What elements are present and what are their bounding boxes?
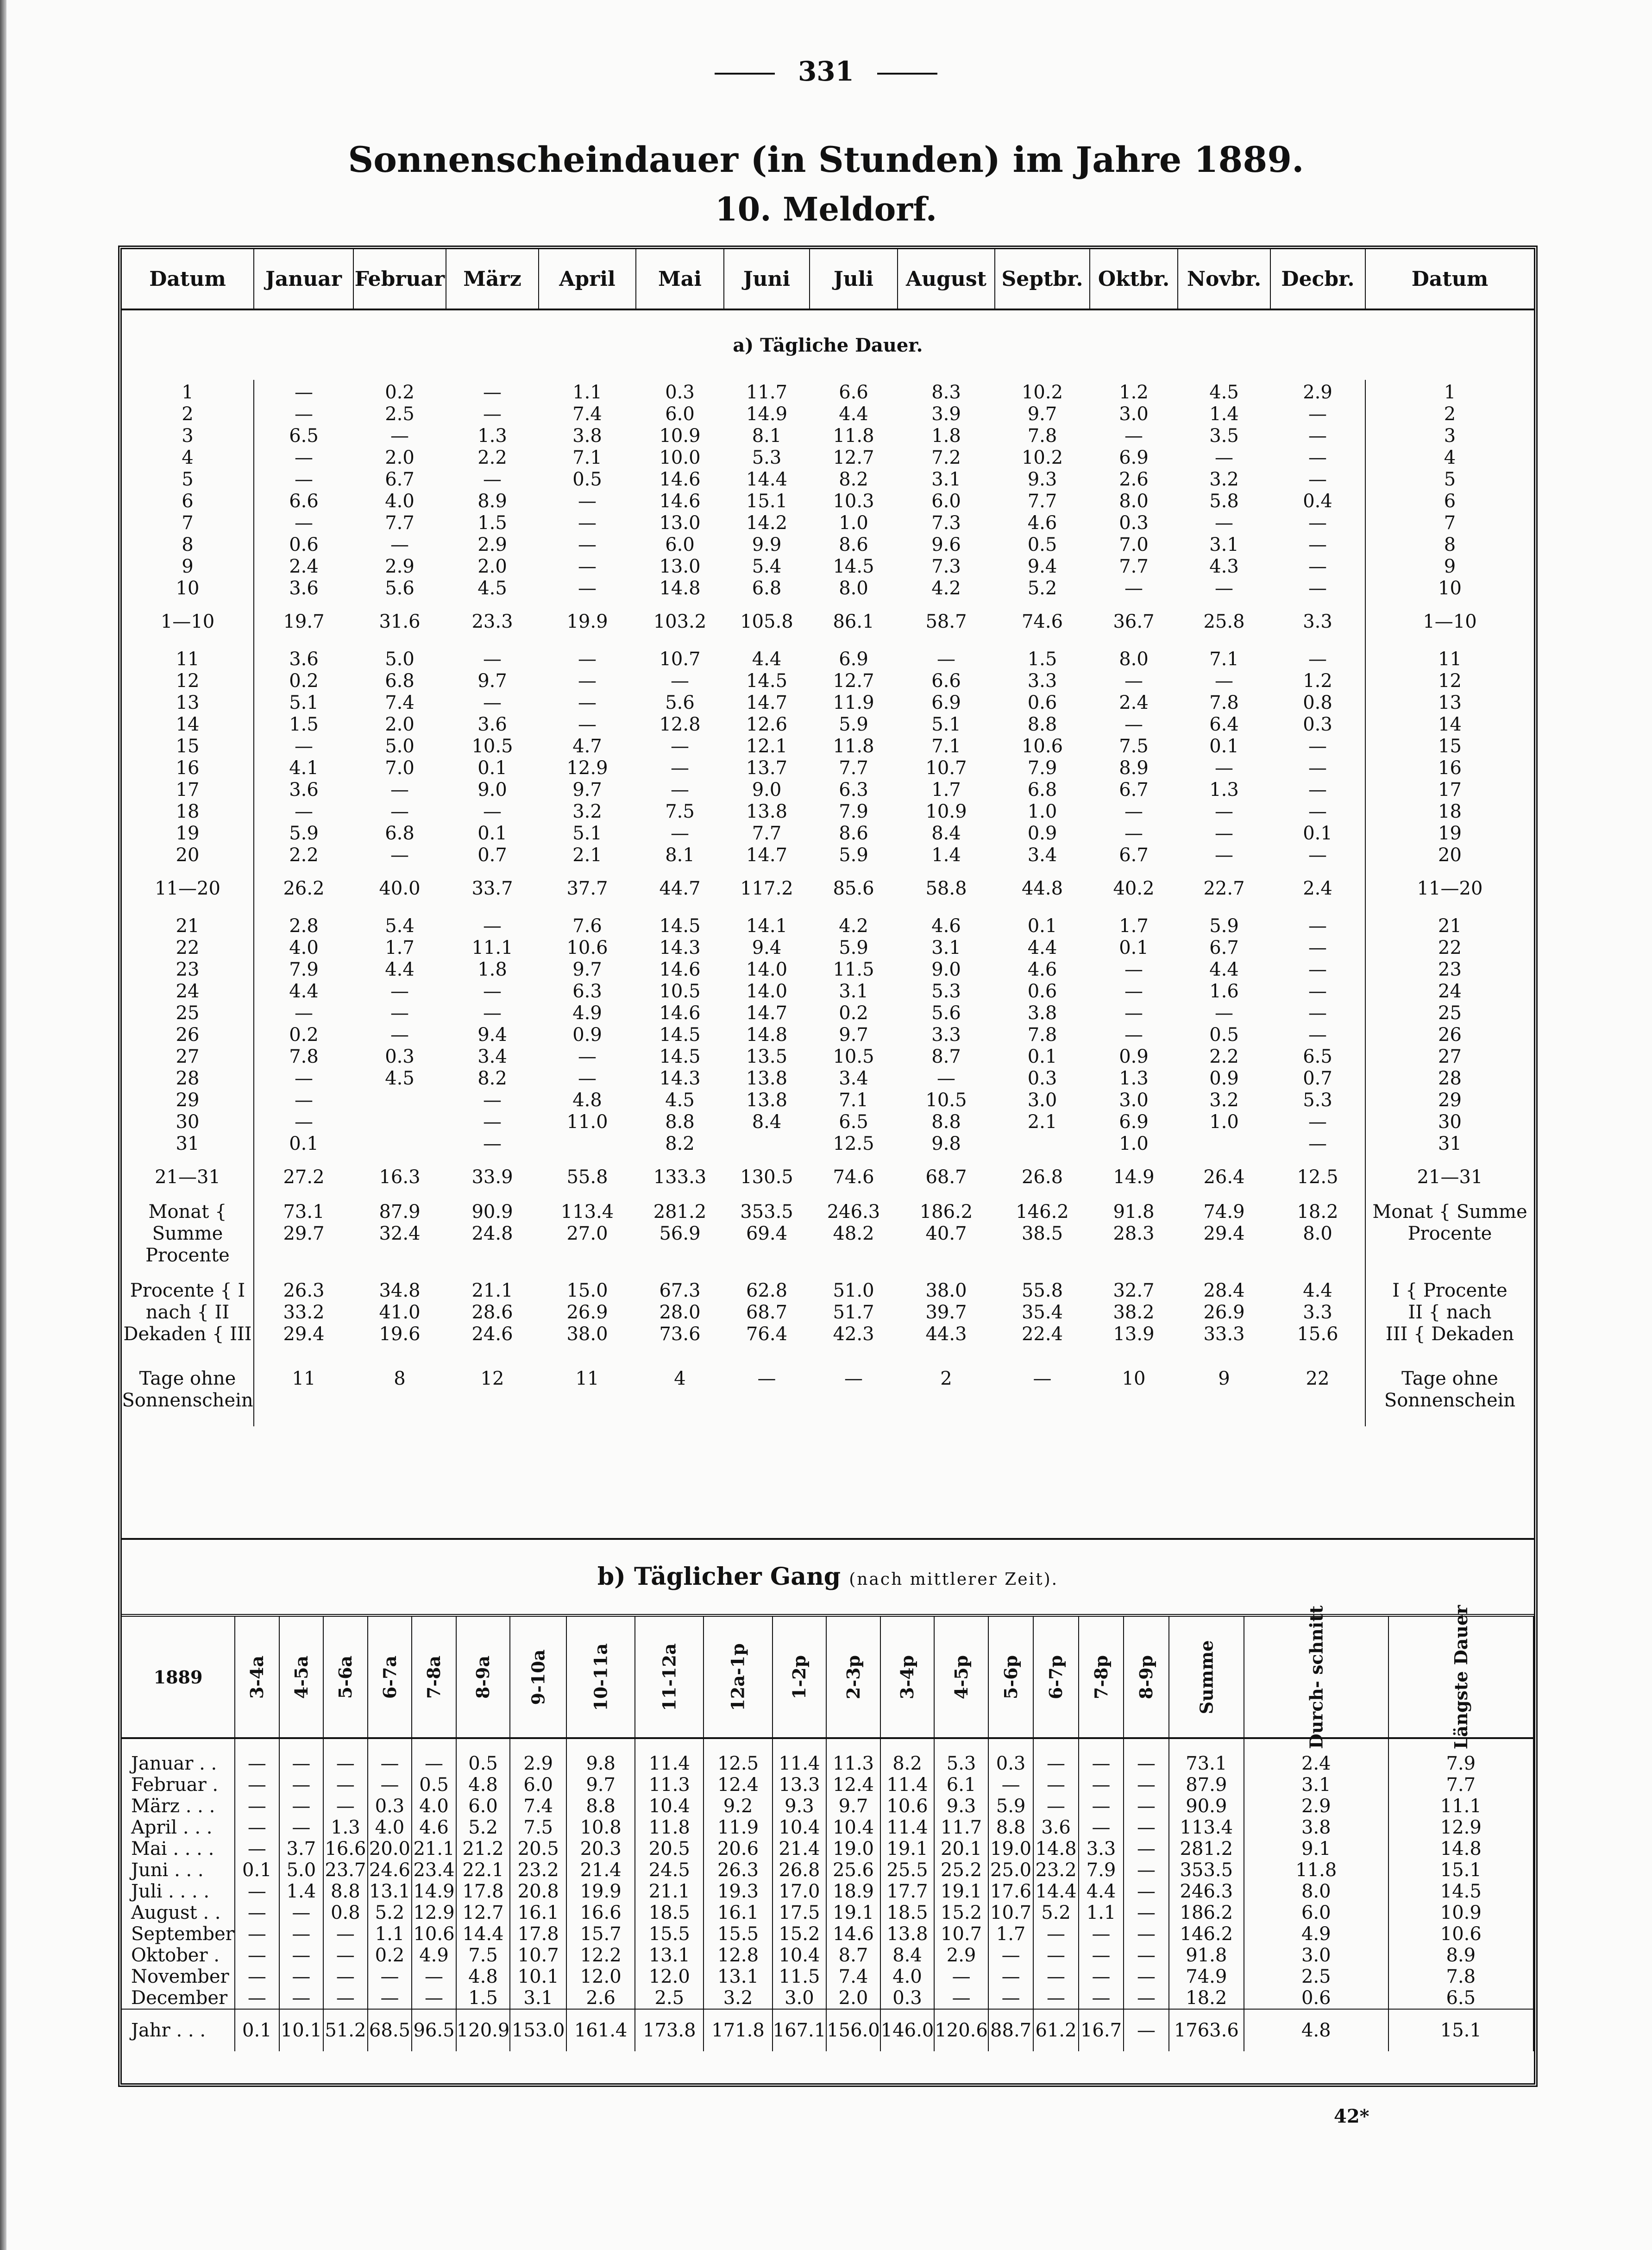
- hour-values: 11.3 12.4 9.7 10.4 19.0 25.6 18.9 19.1 14.6 8.7 7.4 2.0: [826, 1738, 880, 2009]
- footer-mark: 42*: [1334, 2105, 1369, 2127]
- month-values: 1.1 7.4 3.8 7.1 0.5 — — — — —: [572, 382, 602, 599]
- hour-values: — — — — 3.7 5.0 1.4 — — — — —: [279, 1738, 324, 2009]
- column-header: Januar: [254, 249, 353, 309]
- sunless-days-row-value: —: [1033, 1368, 1052, 1389]
- decade-sum: 105.8: [740, 611, 793, 632]
- year-value: 10.1: [279, 2009, 324, 2051]
- year-value: 120.6: [934, 2009, 988, 2051]
- hour-values: 11.4 13.3 9.3 10.4 21.4 26.8 17.0 17.5 15.2 10.4 11.5 3.0: [773, 1738, 827, 2009]
- decade-sum: 31.6: [379, 611, 421, 632]
- summary-label: Durch- schnitt: [1306, 1605, 1327, 1749]
- decade-label: 1—10: [122, 599, 254, 644]
- hour-header: [566, 1615, 635, 1738]
- hour-label: 12a-1p: [728, 1643, 749, 1711]
- month-total-row-value: 281.2 56.9: [653, 1201, 707, 1244]
- month-values: 6.9 12.7 11.9 5.9 11.8 7.7 6.3 7.9 8.6 5.9: [833, 649, 874, 866]
- month-values: 4.6 3.1 9.0 5.3 5.6 3.3 8.7 — 10.5 8.8 9.8: [925, 915, 967, 1154]
- decade-sum: 26.4: [1203, 1166, 1245, 1188]
- hour-header: [773, 1615, 827, 1738]
- section-a-title: a) Tägliche Dauer.: [122, 309, 1534, 380]
- page-title: Sonnenscheindauer (in Stunden) im Jahre 1889.: [348, 139, 1304, 180]
- summary-label: Summe: [1196, 1640, 1217, 1714]
- month-values: 8.0 — 2.4 — 7.5 8.9 6.7 — — 6.7: [1119, 649, 1149, 866]
- month-values: 2.9 — — — — 0.4 — — — —: [1270, 380, 1365, 599]
- month-total-row-value: 18.2 8.0: [1270, 1199, 1365, 1278]
- month-values: 4.5 1.4 3.5 — 3.2 5.8 — 3.1 4.3 —: [1209, 382, 1239, 599]
- month-values: — — 1.3 2.2 — 8.9 1.5 2.9 2.0 4.5: [477, 382, 507, 599]
- month-total-row-value: 73.1 29.7: [283, 1201, 325, 1244]
- column-header: Decbr.: [1270, 249, 1365, 309]
- hour-header: [1079, 1615, 1124, 1738]
- year-value: 171.8: [704, 2009, 772, 2051]
- decade-sum: 44.8: [1021, 878, 1063, 899]
- year-value: 68.5: [368, 2009, 412, 2051]
- decade-label: 21—31: [122, 1155, 254, 1199]
- decade-percent-row: [122, 1278, 1534, 1366]
- hour-label: 7-8a: [423, 1655, 445, 1699]
- sunless-days-row-value: 4: [674, 1368, 686, 1389]
- month-total-row-value: 74.9 29.4: [1203, 1201, 1245, 1244]
- month-values: 1.5 3.3 0.6 8.8 10.6 7.9 6.8 1.0 0.9 3.4: [1021, 649, 1063, 866]
- decade-sum: 68.7: [925, 1166, 967, 1188]
- decade-sum: 19.9: [566, 611, 608, 632]
- month-total-row-value: 146.2 38.5: [1016, 1201, 1069, 1244]
- hour-values: 5.3 6.1 9.3 11.7 20.1 25.2 19.1 15.2 10.7 2.9 — —: [934, 1738, 988, 2009]
- column-header: August: [898, 249, 995, 309]
- month-values: 1.7 0.1 — — — — 0.9 1.3 3.0 6.9 1.0: [1119, 915, 1149, 1154]
- month-values: 2.8 4.0 7.9 4.4 — 0.2 7.8 — — — 0.1: [289, 915, 319, 1154]
- hour-label: 2-3p: [842, 1655, 864, 1699]
- month-values: 7.6 10.6 9.7 6.3 4.9 0.9 — — 4.8 11.0: [566, 915, 608, 1133]
- decade-sum: 103.2: [653, 611, 707, 632]
- decade-sum: 33.9: [471, 1166, 513, 1188]
- section-b-title: b) Täglicher Gang (nach mittlerer Zeit).: [122, 1538, 1534, 1614]
- year-value: 156.0: [826, 2009, 880, 2051]
- decade-sum: 85.6: [833, 878, 874, 899]
- sunless-days-row-value: 11: [292, 1368, 316, 1389]
- column-header: Oktbr.: [1090, 249, 1178, 309]
- date-list: 11 12 13 14 15 16 17 18 19 20: [1438, 649, 1462, 866]
- hour-label: 11-12a: [659, 1643, 680, 1711]
- sunless-days-row: [122, 1366, 1534, 1426]
- year-value: 0.1: [235, 2009, 279, 2051]
- decade-sum: 40.2: [1113, 878, 1155, 899]
- decade-sum: 58.7: [925, 611, 967, 632]
- hour-label: 7-8p: [1091, 1655, 1112, 1699]
- decade-sum: 27.2: [283, 1166, 325, 1188]
- decade-percent-row-value: 34.8 41.0 19.6: [379, 1280, 421, 1345]
- hour-values: 8.2 11.4 10.6 11.4 19.1 25.5 17.7 18.5 13.8 8.4 4.0 0.3: [880, 1738, 935, 2009]
- hour-values: — — — — — 0.1 — — — — — —: [235, 1738, 279, 2009]
- station-title: 10. Meldorf.: [715, 190, 937, 228]
- decade-percent-row-label: Procente { I nach { II Dekaden { III: [122, 1278, 254, 1366]
- month-values: 5.4 1.7 4.4 — — — 0.3 4.5: [385, 915, 415, 1089]
- hour-header: [1124, 1615, 1168, 1738]
- year-value: 120.9: [456, 2009, 510, 2051]
- decade-sum: 2.4: [1270, 866, 1365, 911]
- month-values: 8.3 3.9 1.8 7.2 3.1 6.0 7.3 9.6 7.3 4.2: [931, 382, 961, 599]
- decade-sum: 25.8: [1203, 611, 1245, 632]
- decade-percent-row-value: 67.3 28.0 73.6: [659, 1280, 701, 1345]
- month-values: 10.7 — 5.6 12.8 — — — 7.5 — 8.1: [659, 649, 701, 866]
- hour-label: 5-6a: [335, 1655, 356, 1699]
- hour-header: [635, 1615, 704, 1738]
- month-values: — 11.1 1.8 — — 9.4 3.4 8.2 — — —: [471, 915, 513, 1154]
- summe-values: 73.1 87.9 90.9 113.4 281.2 353.5 246.3 186.2 146.2 91.8 74.9 18.2: [1169, 1738, 1244, 2009]
- hour-values: — 0.5 4.0 4.6 21.1 23.4 14.9 12.9 10.6 4.9 — —: [412, 1738, 456, 2009]
- hour-label: 8-9p: [1136, 1655, 1157, 1699]
- day-block-row: [122, 644, 1534, 866]
- average-values: 2.4 3.1 2.9 3.8 9.1 11.8 8.0 6.0 4.9 3.0 2.5 0.6: [1244, 1738, 1388, 2009]
- sunless-days-row-label: Tage ohne Sonnenschein: [122, 1366, 254, 1426]
- year-value: 161.4: [566, 2009, 635, 2051]
- column-header: Datum: [1365, 249, 1534, 309]
- month-values: — 6.6 6.9 5.1 7.1 10.7 1.7 10.9 8.4 1.4: [925, 649, 967, 866]
- month-total-row-value: 87.9 32.4: [379, 1201, 421, 1244]
- sunless-days-row-label: Tage ohne Sonnenschein: [1384, 1368, 1516, 1411]
- year-value: 15.1: [1388, 2009, 1533, 2051]
- decade-sum: 44.7: [659, 878, 701, 899]
- hour-values: — — 0.3 4.0 20.0 24.6 13.1 5.2 1.1 0.2 — —: [368, 1738, 412, 2009]
- hour-label: 10-11a: [590, 1643, 611, 1711]
- hour-label: 4-5a: [290, 1655, 312, 1699]
- hour-header: [368, 1615, 412, 1738]
- year-value: 167.1: [773, 2009, 827, 2051]
- date-list: 1 2 3 4 5 6 7 8 9 10: [1438, 382, 1462, 599]
- year-value: 146.0: [880, 2009, 935, 2051]
- hour-header: [235, 1615, 279, 1738]
- month-total-row-label: Monat { Summe Procente: [122, 1199, 254, 1278]
- month-values: 5.9 6.7 4.4 1.6 — 0.5 2.2 0.9 3.2 1.0: [1209, 915, 1239, 1133]
- decade-label: 11—20: [1417, 878, 1483, 899]
- day-block-row: [122, 380, 1534, 599]
- date-list: 11 12 13 14 15 16 17 18 19 20: [122, 644, 254, 866]
- hour-header: [279, 1615, 324, 1738]
- month-values: 14.1 9.4 14.0 14.0 14.7 14.8 13.5 13.8 13.8 8.4: [746, 915, 788, 1133]
- decade-sum: 23.3: [471, 611, 513, 632]
- decade-sum: 16.3: [379, 1166, 421, 1188]
- column-header: Mai: [636, 249, 724, 309]
- sunless-days-row-value: 12: [480, 1368, 504, 1389]
- monthly-course-row: [122, 1738, 1533, 2009]
- month-total-row: [122, 1199, 1534, 1278]
- decade-sum: 12.5: [1270, 1155, 1365, 1199]
- year-value: 173.8: [635, 2009, 704, 2051]
- hour-values: — — — — 3.3 7.9 4.4 1.1 — — — —: [1079, 1738, 1124, 2009]
- hour-label: 3-4p: [897, 1655, 918, 1699]
- hour-values: 2.9 6.0 7.4 7.5 20.5 23.2 20.8 16.1 17.8 10.7 10.1 3.1: [510, 1738, 566, 2009]
- month-total-row-value: 186.2 40.7: [919, 1201, 973, 1244]
- month-total-row-value: 90.9 24.8: [471, 1201, 513, 1244]
- decade-percent-row-value: 26.3 33.2 29.4: [283, 1280, 325, 1345]
- daily-course-table: [122, 1605, 1534, 2051]
- decade-percent-row-value: 4.4 3.3 15.6: [1270, 1278, 1365, 1366]
- decade-sum: 33.7: [471, 878, 513, 899]
- hour-header: [510, 1615, 566, 1738]
- hour-values: 0.5 4.8 6.0 5.2 21.2 22.1 17.8 12.7 14.4 7.5 4.8 1.5: [456, 1738, 510, 2009]
- month-values: — 1.2 0.8 0.3 — — — — 0.1 —: [1270, 644, 1365, 866]
- month-values: 10.2 9.7 7.8 10.2 9.3 7.7 4.6 0.5 9.4 5.2: [1021, 382, 1063, 599]
- hour-header: [988, 1615, 1033, 1738]
- month-values: 7.1 — 7.8 6.4 0.1 — 1.3 — — —: [1209, 649, 1239, 866]
- decade-label: 11—20: [122, 866, 254, 911]
- hour-label: 5-6p: [1000, 1655, 1022, 1699]
- decade-sum: 86.1: [833, 611, 874, 632]
- sunless-days-row-value: 10: [1122, 1368, 1146, 1389]
- month-total-row-value: 246.3 48.2: [827, 1201, 880, 1244]
- hour-header: [704, 1615, 772, 1738]
- hour-values: 12.5 12.4 9.2 11.9 20.6 26.3 19.3 16.1 15.5 12.8 13.1 3.2: [704, 1738, 772, 2009]
- daily-course-section: [122, 1538, 1534, 2051]
- month-total-row-value: 91.8 28.3: [1113, 1201, 1155, 1244]
- decade-sum-row: [122, 599, 1534, 644]
- month-values: — 9.7 — 3.6 10.5 0.1 9.0 — 0.1 0.7: [471, 649, 513, 866]
- hour-values: — — — 3.6 14.8 23.2 14.4 5.2 — — — —: [1033, 1738, 1078, 2009]
- daily-duration-table: [122, 249, 1534, 1426]
- decade-sum: 74.6: [833, 1166, 874, 1188]
- year-header: 1889: [122, 1615, 235, 1738]
- hour-header: [826, 1615, 880, 1738]
- hour-label: 9-10a: [528, 1649, 549, 1705]
- sunless-days-row-value: —: [757, 1368, 776, 1389]
- hour-label: 8-9a: [472, 1655, 494, 1699]
- column-header: Juli: [810, 249, 898, 309]
- hour-header: [934, 1615, 988, 1738]
- month-values: 0.3 6.0 10.9 10.0 14.6 14.6 13.0 6.0 13.0 14.8: [659, 382, 701, 599]
- year-value: 153.0: [510, 2009, 566, 2051]
- year-value: 61.2: [1033, 2009, 1078, 2051]
- summary-header: [1388, 1605, 1533, 1749]
- month-total-row-value: 353.5 69.4: [740, 1201, 793, 1244]
- scan-edge: [0, 0, 6, 2250]
- sunless-days-row-value: —: [844, 1368, 863, 1389]
- decade-sum: 3.3: [1270, 599, 1365, 644]
- column-header: Septbr.: [995, 249, 1090, 309]
- hour-values: — — — 1.3 16.6 23.7 8.8 0.8 — — — —: [323, 1738, 368, 2009]
- decade-percent-row-value: 28.4 26.9 33.3: [1203, 1280, 1245, 1345]
- hour-values: 11.4 11.3 10.4 11.8 20.5 24.5 21.1 18.5 15.5 13.1 12.0 2.5: [635, 1738, 704, 2009]
- month-values: 0.2 2.5 — 2.0 6.7 4.0 7.7 — 2.9 5.6: [385, 382, 415, 599]
- decade-percent-row-value: 38.0 39.7 44.3: [925, 1280, 967, 1345]
- month-names: Januar . . Februar . März . . . April . . . Mai . . . . Juni . . . Juli . . . . August . . September Oktober . November December: [122, 1738, 235, 2009]
- year-value: 16.7: [1079, 2009, 1124, 2051]
- column-header: April: [539, 249, 636, 309]
- month-total-row-label: Monat { Summe Procente: [1372, 1201, 1527, 1244]
- year-value: 96.5: [412, 2009, 456, 2051]
- decade-sum: 40.0: [379, 878, 421, 899]
- year-label: Jahr . . .: [122, 2009, 235, 2051]
- sunless-days-row-value: 2: [940, 1368, 952, 1389]
- hour-header: [456, 1615, 510, 1738]
- decade-percent-row-value: 21.1 28.6 24.6: [471, 1280, 513, 1345]
- sunless-days-row-value: 22: [1270, 1366, 1365, 1426]
- year-total-row: [122, 2009, 1533, 2051]
- month-values: 3.6 0.2 5.1 1.5 — 4.1 3.6 — 5.9 2.2: [289, 649, 319, 866]
- column-header: Juni: [724, 249, 810, 309]
- decade-percent-row-value: 32.7 38.2 13.9: [1113, 1280, 1155, 1345]
- year-value: 1763.6: [1169, 2009, 1244, 2051]
- decade-sum: 133.3: [653, 1166, 707, 1188]
- decade-label: 1—10: [1423, 611, 1477, 632]
- decade-percent-row-value: 62.8 68.7 76.4: [746, 1280, 788, 1345]
- month-values: — — — — 4.7 12.9 9.7 3.2 5.1 2.1: [566, 649, 608, 866]
- month-total-row-value: 113.4 27.0: [560, 1201, 614, 1244]
- day-block-row: [122, 911, 1534, 1155]
- month-values: — — — — — — 6.5 0.7 5.3 — —: [1270, 911, 1365, 1155]
- date-list: 21 22 23 24 25 26 27 28 29 30 31: [1438, 915, 1462, 1154]
- summary-header: [1169, 1615, 1244, 1738]
- decade-sum: 37.7: [566, 878, 608, 899]
- decade-label: 21—31: [1417, 1166, 1483, 1188]
- hour-label: 6-7a: [379, 1655, 400, 1699]
- year-value: —: [1124, 2009, 1168, 2051]
- month-values: 4.4 14.5 14.7 12.6 12.1 13.7 9.0 13.8 7.7 14.7: [746, 649, 788, 866]
- decade-sum: 130.5: [740, 1166, 793, 1188]
- month-values: 1.2 3.0 — 6.9 2.6 8.0 0.3 7.0 7.7 —: [1119, 382, 1149, 599]
- hour-label: 4-5p: [951, 1655, 972, 1699]
- hour-header: [412, 1615, 456, 1738]
- hour-header: [1033, 1615, 1078, 1738]
- hour-header: [880, 1615, 935, 1738]
- date-list: 21 22 23 24 25 26 27 28 29 30 31: [122, 911, 254, 1155]
- month-values: 14.5 14.3 14.6 10.5 14.6 14.5 14.5 14.3 4.5 8.8 8.2: [659, 915, 701, 1154]
- decade-sum: 117.2: [740, 878, 793, 899]
- month-values: 6.6 4.4 11.8 12.7 8.2 10.3 1.0 8.6 14.5 8.0: [833, 382, 874, 599]
- column-header: Datum: [122, 249, 254, 309]
- sunless-days-row-value: 8: [394, 1368, 406, 1389]
- year-value: 51.2: [323, 2009, 368, 2051]
- date-list: 1 2 3 4 5 6 7 8 9 10: [122, 380, 254, 599]
- decade-sum: 36.7: [1113, 611, 1155, 632]
- longest-values: 7.9 7.7 11.1 12.9 14.8 15.1 14.5 10.9 10.6 8.9 7.8 6.5: [1388, 1738, 1533, 2009]
- page-number: 331: [0, 56, 1652, 87]
- hour-values: — — — — — — — — — — — —: [1124, 1738, 1168, 2009]
- column-header: Februar: [353, 249, 446, 309]
- decade-percent-row-label: I { Procente II { nach III { Dekaden: [1385, 1280, 1514, 1345]
- decade-percent-row-value: 55.8 35.4 22.4: [1021, 1280, 1063, 1345]
- sunless-days-row-value: 11: [575, 1368, 599, 1389]
- sunless-days-row-value: 9: [1218, 1368, 1230, 1389]
- decade-sum: 22.7: [1203, 878, 1245, 899]
- hour-values: 9.8 9.7 8.8 10.8 20.3 21.4 19.9 16.6 15.7 12.2 12.0 2.6: [566, 1738, 635, 2009]
- column-header: März: [446, 249, 539, 309]
- decade-sum-row: [122, 1155, 1534, 1199]
- month-values: 5.0 6.8 7.4 2.0 5.0 7.0 — — 6.8 —: [385, 649, 415, 866]
- hour-label: 1-2p: [789, 1655, 810, 1699]
- year-value: 4.8: [1244, 2009, 1388, 2051]
- decade-sum: 14.9: [1113, 1166, 1155, 1188]
- month-values: — — 6.5 — — 6.6 — 0.6 2.4 3.6: [289, 382, 319, 599]
- hour-label: 6-7p: [1045, 1655, 1067, 1699]
- month-values: 4.2 5.9 11.5 3.1 0.2 9.7 10.5 3.4 7.1 6.5 12.5: [833, 915, 874, 1154]
- decade-sum: 55.8: [566, 1166, 608, 1188]
- hour-label: 3-4a: [246, 1655, 268, 1699]
- decade-sum: 26.8: [1021, 1166, 1063, 1188]
- section-a-row: [122, 309, 1534, 380]
- decade-percent-row-value: 15.0 26.9 38.0: [566, 1280, 608, 1345]
- hour-header: [323, 1615, 368, 1738]
- decade-sum: 19.7: [283, 611, 325, 632]
- summary-label: Längste Dauer: [1450, 1605, 1471, 1749]
- summary-header: [1244, 1605, 1388, 1749]
- month-values: 11.7 14.9 8.1 5.3 14.4 15.1 14.2 9.9 5.4 6.8: [746, 382, 788, 599]
- month-values: 0.1 4.4 4.6 0.6 3.8 7.8 0.1 0.3 3.0 2.1: [1027, 915, 1057, 1133]
- decade-percent-row-value: 51.0 51.7 42.3: [833, 1280, 874, 1345]
- year-value: 88.7: [988, 2009, 1033, 2051]
- decade-sum: 58.8: [925, 878, 967, 899]
- decade-sum: 26.2: [283, 878, 325, 899]
- hour-values: 0.3 — 5.9 8.8 19.0 25.0 17.6 10.7 1.7 — — —: [988, 1738, 1033, 2009]
- decade-sum-row: [122, 866, 1534, 911]
- column-header: Novbr.: [1178, 249, 1270, 309]
- decade-sum: 74.6: [1021, 611, 1063, 632]
